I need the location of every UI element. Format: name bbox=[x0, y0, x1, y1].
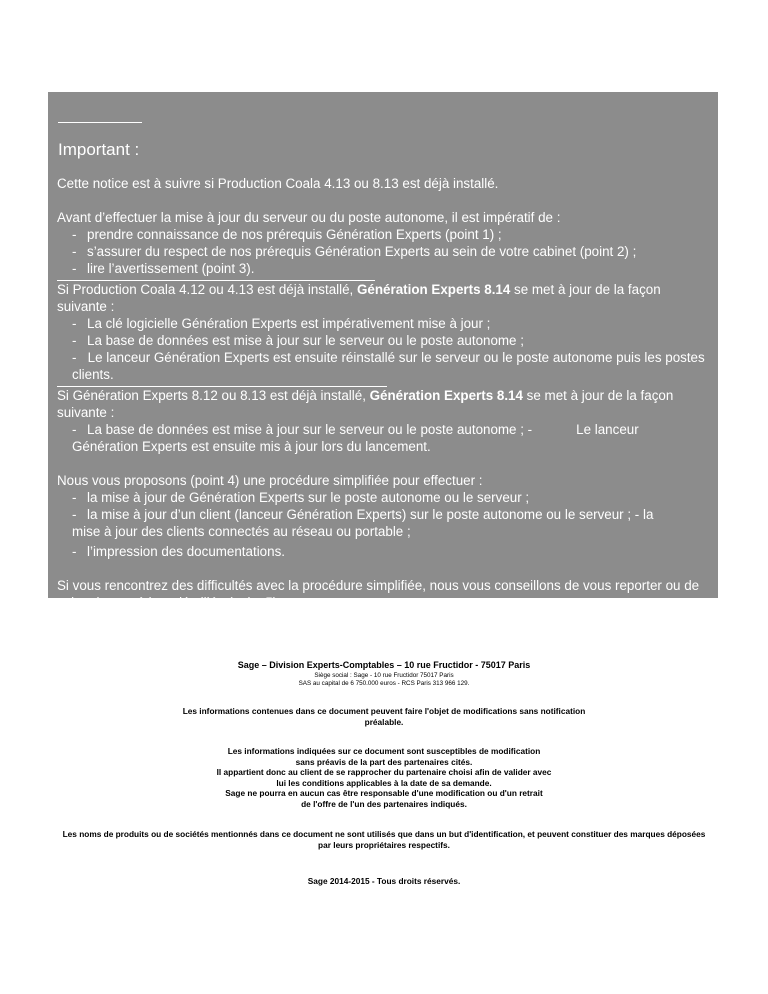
partner-notice bbox=[0, 746, 768, 810]
prereq-lead: Avant d’effectuer la mise à jour du serveur ou du poste autonome, il est impératif de : bbox=[57, 210, 561, 225]
legal-info bbox=[0, 672, 768, 688]
partner-line: de l'offre de l'un des partenaires indiqués. bbox=[301, 798, 467, 809]
divider bbox=[58, 122, 142, 123]
list-item: - Le lanceur Génération Experts est ensuite réinstallé sur le serveur ou le poste autonome puis les postes clients. bbox=[72, 350, 705, 382]
modification-notice: Les informations contenues dans ce document peuvent faire l'objet de modifications sans notification préalable. bbox=[182, 706, 586, 727]
closing-text: Si vous rencontrez des difficultés avec la procédure simplifiée, nous vous conseillons de vous reporter ou de suivre la procédure détaillée (point 5). bbox=[57, 578, 700, 610]
list-item: - La base de données est mise à jour sur le serveur ou le poste autonome ; bbox=[72, 333, 524, 348]
partner-line: lui les conditions applicables à la date de sa demande. bbox=[276, 777, 492, 788]
coala-list bbox=[57, 315, 709, 383]
list-item: - la mise à jour de Génération Experts sur le poste autonome ou le serveur ; bbox=[72, 490, 530, 505]
capital-line: SAS au capital de 6 750.000 euros - RCS Paris 313 966 129. bbox=[298, 680, 470, 687]
list-item: - l’impression des documentations. bbox=[72, 544, 285, 559]
simple-list-end bbox=[57, 543, 709, 560]
important-notice-box bbox=[48, 92, 718, 610]
list-item: - La clé logicielle Génération Experts est impérativement mise à jour ; bbox=[72, 316, 491, 331]
notice-content bbox=[57, 175, 709, 611]
trademark-notice: Les noms de produits ou de sociétés mentionnés dans ce document ne sont utilisés que dans un but d'identification, et peuvent constituer des marques déposées par leurs propriétaires respectifs. bbox=[62, 829, 706, 850]
ge-lead: Si Génération Experts 8.12 ou 8.13 est déjà installé, Génération Experts 8.14 se met à jour de la façon suivante : bbox=[57, 388, 674, 420]
coala-lead: Si Production Coala 4.12 ou 4.13 est déjà installé, Génération Experts 8.14 se met à jour de la façon suivante : bbox=[57, 282, 661, 314]
partner-line: Il appartient donc au client de se rapprocher du partenaire choisi afin de valider avec bbox=[216, 767, 552, 778]
simple-lead: Nous vous proposons (point 4) une procédure simplifiée pour effectuer : bbox=[57, 473, 483, 488]
simple-continuation: mise à jour des clients connectés au réseau ou portable ; bbox=[72, 524, 411, 539]
simple-list bbox=[57, 489, 709, 523]
list-item: - La base de données est mise à jour sur le serveur ou le poste autonome ; - Le lanceur bbox=[72, 422, 639, 437]
notice-intro: Cette notice est à suivre si Production Coala 4.13 ou 8.13 est déjà installé. bbox=[57, 176, 499, 191]
list-item: - la mise à jour d’un client (lanceur Génération Experts) sur le poste autonome ou le serveur ; - la bbox=[72, 507, 654, 522]
list-item: - prendre connaissance de nos prérequis Génération Experts (point 1) ; bbox=[72, 227, 502, 242]
ge-list bbox=[57, 421, 709, 438]
ge-continuation: Génération Experts est ensuite mis à jour lors du lancement. bbox=[72, 439, 431, 454]
copyright: Sage 2014-2015 - Tous droits réservés. bbox=[307, 876, 461, 886]
list-item: - s’assurer du respect de nos prérequis Génération Experts au sein de votre cabinet (point 2) ; bbox=[72, 244, 637, 259]
list-item: - lire l’avertissement (point 3). bbox=[72, 261, 255, 276]
seat-line: Siège social : Sage - 10 rue Fructidor 75017 Paris bbox=[314, 672, 454, 679]
company-line: Sage – Division Experts-Comptables – 10 rue Fructidor - 75017 Paris bbox=[237, 660, 531, 670]
partner-line: sans préavis de la part des partenaires cités. bbox=[295, 756, 473, 767]
partner-line: Sage ne pourra en aucun cas être responsable d'une modification ou d'un retrait bbox=[225, 788, 543, 799]
prereq-list bbox=[57, 226, 709, 277]
notice-heading: Important : bbox=[58, 140, 140, 159]
partner-line: Les informations indiquées sur ce document sont susceptibles de modification bbox=[227, 746, 541, 756]
